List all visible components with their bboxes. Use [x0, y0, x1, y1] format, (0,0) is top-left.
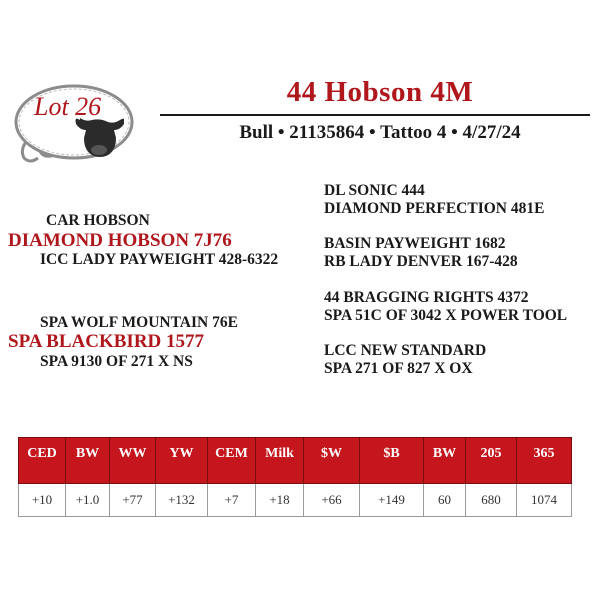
epd-value-cell: 680	[466, 484, 517, 517]
epd-header-cell: CEM	[208, 438, 256, 484]
epd-value-cell: +7	[208, 484, 256, 517]
extended-line: DL SONIC 444	[324, 182, 425, 199]
epd-header-cell: 365	[517, 438, 572, 484]
epd-header-row	[19, 438, 572, 484]
epd-header-cell: WW	[110, 438, 156, 484]
animal-details: Bull • 21135864 • Tattoo 4 • 4/27/24	[239, 122, 521, 143]
epd-value-cell: 1074	[517, 484, 572, 517]
epd-value-cell: +1.0	[66, 484, 110, 517]
extended-pair	[324, 182, 544, 218]
lot-logo	[12, 82, 142, 174]
epd-header-cell: $B	[360, 438, 424, 484]
extended-line: RB LADY DENVER 167-428	[324, 253, 518, 270]
epd-header-cell: BW	[66, 438, 110, 484]
extended-line: LCC NEW STANDARD	[324, 342, 487, 359]
extended-pair	[324, 289, 567, 325]
epd-header-cell: YW	[156, 438, 208, 484]
epd-value-cell: +10	[19, 484, 66, 517]
epd-value-cell: +18	[256, 484, 304, 517]
sire-granddam: ICC LADY PAYWEIGHT 428-6322	[40, 251, 279, 268]
extended-line: 44 BRAGGING RIGHTS 4372	[324, 289, 529, 306]
dam-name: SPA BLACKBIRD 1577	[8, 331, 205, 352]
dam-grandsire: SPA WOLF MOUNTAIN 76E	[40, 314, 238, 331]
sire-grandsire: CAR HOBSON	[46, 212, 150, 229]
epd-value-cell: +66	[304, 484, 360, 517]
animal-name: 44 Hobson 4M	[286, 76, 474, 108]
epd-value-row	[19, 484, 572, 517]
extended-line: BASIN PAYWEIGHT 1682	[324, 235, 506, 252]
extended-line: SPA 271 OF 827 X OX	[324, 360, 473, 377]
epd-table	[18, 437, 572, 517]
epd-value-cell: +77	[110, 484, 156, 517]
extended-line: DIAMOND PERFECTION 481E	[324, 200, 545, 217]
epd-value-cell: +149	[360, 484, 424, 517]
title-divider	[160, 114, 590, 116]
extended-pair	[324, 342, 486, 378]
dam-granddam: SPA 9130 OF 271 X NS	[40, 353, 193, 370]
epd-header-cell: 205	[466, 438, 517, 484]
extended-line: SPA 51C OF 3042 X POWER TOOL	[324, 307, 568, 324]
epd-header-cell: $W	[304, 438, 360, 484]
epd-value-cell: +132	[156, 484, 208, 517]
lot-number: Lot 26	[34, 92, 102, 121]
epd-value-cell: 60	[424, 484, 466, 517]
extended-pair	[324, 235, 518, 271]
epd-header-cell: CED	[19, 438, 66, 484]
epd-header-cell: BW	[424, 438, 466, 484]
sire-name: DIAMOND HOBSON 7J76	[8, 230, 232, 251]
epd-header-cell: Milk	[256, 438, 304, 484]
